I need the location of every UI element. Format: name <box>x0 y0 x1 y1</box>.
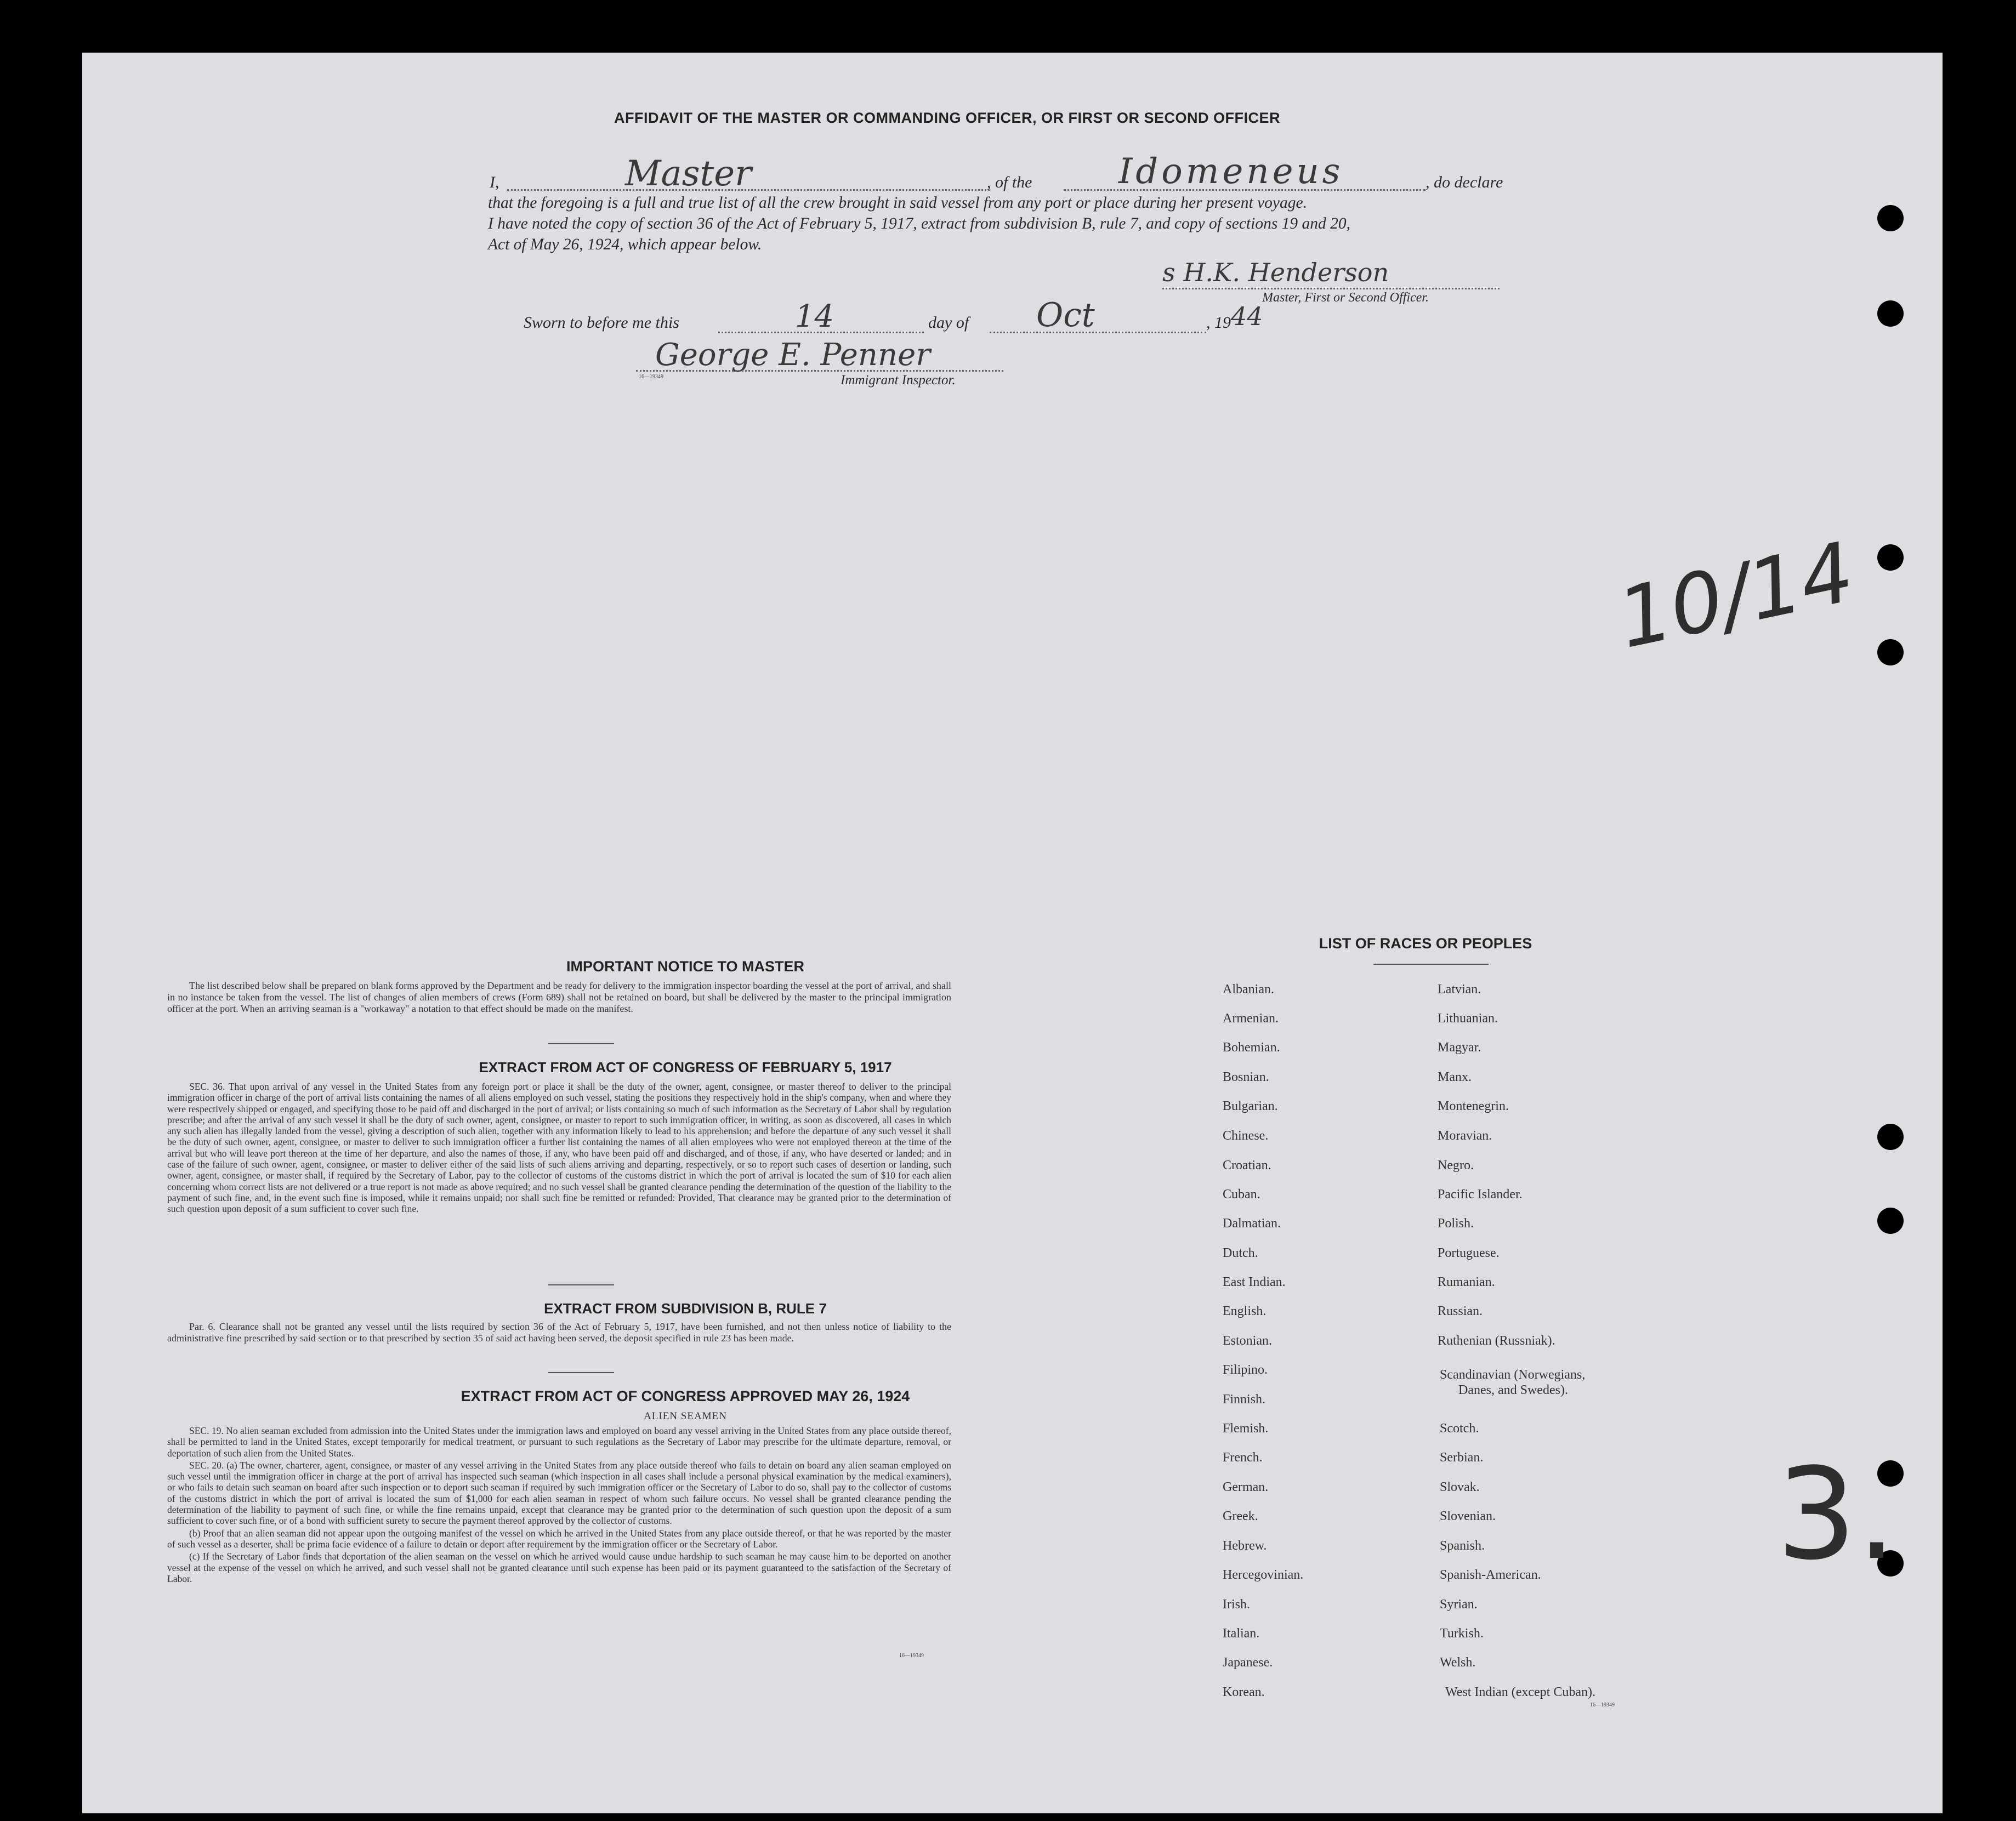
affidavit-pre-name: I, <box>490 173 499 191</box>
month-line <box>990 332 1206 333</box>
year-prefix: , 19 <box>1206 314 1231 332</box>
race-item: Polish. <box>1438 1216 1474 1231</box>
section-20a-paragraph: SEC. 20. (a) The owner, charterer, agent, consignee, or master of any vessel arriving in the United States from any place outside thereof who fails to detain on board any alien seaman employed on such vessel until the immigration officer in charge at the port of arrival has inspected such seaman (which inspection in all cases shall include a personal physical examination by the medical examiners), or who fails to detain such seaman on board after such inspection or to deport such seaman if required by such immigration officer or the Secretary of Labor to do so, shall pay to the collector of customs of the customs district in which the port of arrival is located the sum of $1,000 for each alien seaman in respect of whom such failure occurs. No vessel shall be granted clearance pending the determination of the liability to payment of such fine, or while the fine remains unpaid, except that clearance may be granted prior to the determination of such question upon the deposit of a sum sufficient to cover such fine, or of a bond with sufficient surety to secure the payment thereof approved by the collector of customs. <box>167 1459 951 1527</box>
page-number-handwritten: 3. <box>1776 1442 1897 1588</box>
section-20c-paragraph: (c) If the Secretary of Labor finds that deportation of the alien seaman on the vessel on which he arrived would cause undue hardship to such seaman he may cause him to be deported on another vessel at the expense of the vessel on which he arrived, and such vessel shall not be granted clearance until such expense has been paid or its payment guaranteed to the satisfaction of the Secretary of Labor. <box>167 1551 951 1584</box>
divider <box>1373 964 1489 965</box>
notice-heading: IMPORTANT NOTICE TO MASTER <box>566 958 804 975</box>
punch-hole <box>1877 544 1904 571</box>
race-item: Moravian. <box>1438 1129 1492 1143</box>
alien-seamen-subheading: ALIEN SEAMEN <box>644 1410 727 1422</box>
section-36-paragraph: SEC. 36. That upon arrival of any vessel in the United States from any foreign port or place it shall be the duty of the owner, agent, consignee, or master thereof to deliver to the principal immigration officer in charge of the port of arrival lists containing the names of all aliens employed on such vessel, stating the positions they respectively hold in the ship's company, when and where they were respectively shipped or engaged, and specifying those to be paid off and discharged in the port of arrival; or lists containing so much of such information as the Secretary of Labor shall by regulation prescribe; and after the arrival of any such vessel it shall be the duty of such owner, agent, consignee, or master to report to such immigration officer, in writing, as soon as discovered, all cases in which any such alien has illegally landed from the vessel, giving a description of such alien, together with any information likely to lead to his apprehension; and before the departure of any such vessel it shall be the duty of such owner, agent, consignee, or master to deliver to such immigration officer a further list containing the names of all alien employees who were not employed thereon at the time of the arrival but who will leave port thereon at the time of her departure, and also the names of those, if any, who have been paid off and discharged, and of those, if any, who have deserted or landed; and in case of the failure of such owner, agent, consignee, or master to deliver either of the said lists of such aliens arriving and departing, respectively, or so to report such cases of desertion or landing, such owner, agent, consignee, or master shall, if required by the Secretary of Labor, pay to the collector of customs of the customs district in which the port of arrival is located the sum of $10 for each alien concerning whom correct lists are not delivered or a true report is not made as above required; and no such vessel shall be granted clearance pending the determination of the question of the liability to the payment of such fine, and, in the event such fine is imposed, while it remains unpaid; nor shall such fine be remitted or refunded: Provided, That clearance may be granted prior to the determination of such question upon deposit of a sum sufficient to cover such fine. <box>167 1081 951 1215</box>
race-item: Finnish. <box>1223 1392 1266 1407</box>
vessel-name-handwritten: Idomeneus <box>1118 151 1344 192</box>
race-item: Montenegrin. <box>1438 1099 1509 1113</box>
day-of-text: day of <box>928 314 969 332</box>
race-item: Chinese. <box>1223 1129 1269 1143</box>
punch-hole <box>1877 1208 1904 1234</box>
race-item: Bulgarian. <box>1223 1099 1278 1113</box>
notice-text <box>167 980 951 1016</box>
rule-7-text <box>167 1321 951 1345</box>
race-item: Negro. <box>1438 1158 1474 1173</box>
race-item: West Indian (except Cuban). <box>1445 1685 1595 1699</box>
race-item: Scandinavian (Norwegians, <box>1440 1368 1586 1382</box>
race-item: Scotch. <box>1440 1421 1479 1436</box>
race-item: Hebrew. <box>1223 1539 1267 1553</box>
race-item: Turkish. <box>1440 1626 1484 1641</box>
race-item: Hercegovinian. <box>1223 1568 1304 1582</box>
divider <box>548 1284 614 1285</box>
race-item: Irish. <box>1223 1597 1250 1612</box>
race-item: Spanish. <box>1440 1539 1485 1553</box>
race-item: Croatian. <box>1223 1158 1271 1173</box>
affidavit-line-4: Act of May 26, 1924, which appear below. <box>488 236 762 253</box>
race-item: Bohemian. <box>1223 1040 1280 1055</box>
inspector-caption: Immigrant Inspector. <box>841 373 956 388</box>
affidavit-line-3: I have noted the copy of section 36 of the Act of February 5, 1917, extract from subdivision B, rule 7, and copy of sections 19 and 20, <box>488 215 1351 232</box>
race-item: Welsh. <box>1440 1655 1476 1670</box>
punch-hole <box>1877 205 1904 231</box>
rule-7-heading: EXTRACT FROM SUBDIVISION B, RULE 7 <box>544 1300 827 1317</box>
race-item: Danes, and Swedes). <box>1458 1383 1568 1397</box>
race-item: Russian. <box>1438 1304 1483 1318</box>
inspector-line <box>636 370 1003 372</box>
race-item: Spanish-American. <box>1440 1568 1541 1582</box>
race-item: French. <box>1223 1450 1263 1465</box>
race-item: Lithuanian. <box>1438 1011 1498 1026</box>
race-item: Syrian. <box>1440 1597 1478 1612</box>
race-item: Slovenian. <box>1440 1509 1496 1523</box>
race-item: Korean. <box>1223 1685 1265 1699</box>
race-item: Armenian. <box>1223 1011 1279 1026</box>
section-20b-paragraph: (b) Proof that an alien seaman did not appear upon the outgoing manifest of the vessel on which he arrived in the United States from any place outside thereof, or that he was reported by the master of such vessel as a deserter, shall be prima facie evidence of a failure to detain or deport after requirement by the immigration officer or the Secretary of Labor. <box>167 1527 951 1550</box>
master-signature: s H.K. Henderson <box>1162 258 1389 287</box>
section-19-paragraph: SEC. 19. No alien seaman excluded from admission into the United States under the immigration laws and employed on board any vessel arriving in the United States from any place outside thereof, shall be permitted to land in the United States, except temporarily for medical treatment, or pursuant to such regulations as the Secretary of Labor may prescribe for the ultimate departure, removal, or deportation of such alien from the United States. <box>167 1425 951 1459</box>
punch-hole <box>1877 300 1904 327</box>
form-number: 16—19349 <box>1590 1702 1615 1708</box>
race-item: Estonian. <box>1223 1334 1272 1348</box>
paragraph-6: Par. 6. Clearance shall not be granted any vessel until the lists required by section 36 of the Act of February 5, 1917, have been furnished, and not then unless notice of liability to the administrative fine prescribed by said section or to that prescribed by section 35 of said act having been served, the deposit specified in rule 23 has been made. <box>167 1321 951 1344</box>
race-item: Japanese. <box>1223 1655 1273 1670</box>
race-item: German. <box>1223 1480 1269 1494</box>
race-item: Ruthenian (Russniak). <box>1438 1334 1555 1348</box>
extract-1917-heading: EXTRACT FROM ACT OF CONGRESS OF FEBRUARY 5, 1917 <box>479 1059 892 1075</box>
race-item: Magyar. <box>1438 1040 1481 1055</box>
races-heading: LIST OF RACES OR PEOPLES <box>1319 935 1532 952</box>
race-item: Filipino. <box>1223 1363 1268 1377</box>
race-item: Albanian. <box>1223 982 1274 997</box>
sworn-text: Sworn to before me this <box>524 314 679 332</box>
affidavit-line-2: that the foregoing is a full and true list of all the crew brought in said vessel from any port or place during her present voyage. <box>488 194 1307 212</box>
race-item: Dalmatian. <box>1223 1216 1281 1231</box>
signature-line <box>1162 288 1500 289</box>
master-handwritten: Master <box>625 153 752 194</box>
race-item: Pacific Islander. <box>1438 1187 1523 1202</box>
race-item: Manx. <box>1438 1070 1472 1084</box>
race-item: Rumanian. <box>1438 1275 1495 1289</box>
race-item: East Indian. <box>1223 1275 1286 1289</box>
extract-1924-heading: EXTRACT FROM ACT OF CONGRESS APPROVED MAY 26, 1924 <box>461 1388 910 1404</box>
punch-hole <box>1877 1124 1904 1150</box>
race-item: Serbian. <box>1440 1450 1484 1465</box>
race-item: English. <box>1223 1304 1267 1318</box>
race-item: Flemish. <box>1223 1421 1269 1436</box>
notice-paragraph: The list described below shall be prepared on blank forms approved by the Department and be ready for delivery to the immigration inspector boarding the vessel at the port of arrival, and shall in no instance be taken from the vessel. The list of changes of alien members of crews (Form 689) shall not be retained on board, but shall be delivered by the master to the principal immigration officer at the port. When an arriving seaman is a "workaway" a notation to that effect should be made on the manifest. <box>167 980 951 1014</box>
divider <box>548 1372 614 1373</box>
race-item: Italian. <box>1223 1626 1260 1641</box>
race-item: Greek. <box>1223 1509 1258 1523</box>
punch-hole <box>1877 639 1904 665</box>
form-number: 16—19349 <box>639 374 663 380</box>
divider <box>548 1043 614 1044</box>
race-item: Latvian. <box>1438 982 1481 997</box>
signature-caption: Master, First or Second Officer. <box>1262 291 1429 305</box>
date-note-handwritten: 10/14 <box>1610 524 1862 668</box>
of-the-text: , of the <box>987 173 1032 191</box>
race-item: Slovak. <box>1440 1480 1480 1494</box>
race-item: Dutch. <box>1223 1246 1258 1260</box>
do-declare-text: , do declare <box>1426 173 1503 191</box>
extract-1917-text <box>167 1081 951 1216</box>
year-handwritten: 44 <box>1231 301 1263 331</box>
form-number: 16—19349 <box>899 1653 924 1659</box>
race-item: Cuban. <box>1223 1187 1260 1202</box>
race-item: Portuguese. <box>1438 1246 1500 1260</box>
race-item: Bosnian. <box>1223 1070 1269 1084</box>
inspector-signature: George E. Penner <box>655 337 930 373</box>
extract-1924-text <box>167 1425 951 1585</box>
affidavit-heading: AFFIDAVIT OF THE MASTER OR COMMANDING OFFICER, OR FIRST OR SECOND OFFICER <box>614 110 1280 126</box>
month-handwritten: Oct <box>1036 296 1095 334</box>
day-handwritten: 14 <box>795 299 834 334</box>
